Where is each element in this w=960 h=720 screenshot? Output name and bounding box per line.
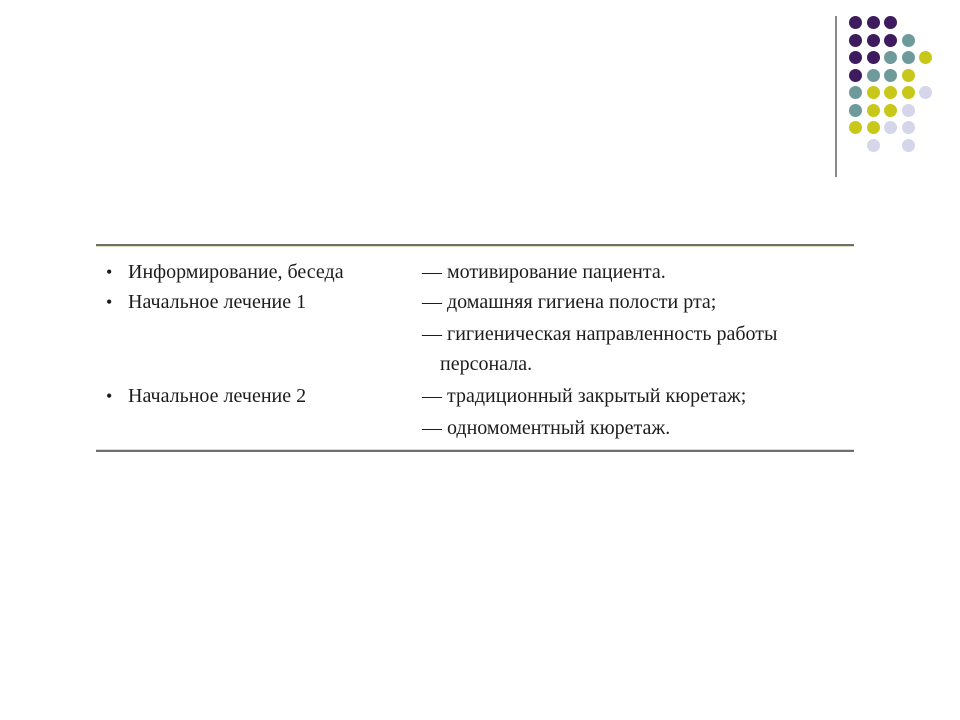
decorative-dot bbox=[902, 34, 915, 47]
row-1-action: — мотивирование пациента. bbox=[422, 261, 666, 283]
decorative-dot bbox=[902, 121, 915, 134]
decorative-dot bbox=[849, 34, 862, 47]
decorative-dot bbox=[902, 86, 915, 99]
decorative-dot bbox=[867, 34, 880, 47]
decorative-dot bbox=[884, 104, 897, 117]
decorative-dot bbox=[884, 51, 897, 64]
decorative-dot bbox=[884, 69, 897, 82]
decorative-dot bbox=[867, 139, 880, 152]
row-2-bullet: • bbox=[106, 292, 113, 312]
decorative-divider-line bbox=[835, 16, 837, 177]
decorative-dot bbox=[867, 51, 880, 64]
decorative-dot bbox=[919, 51, 932, 64]
decorative-dot bbox=[867, 121, 880, 134]
row-3-action: — гигиеническая направленность работы bbox=[422, 323, 778, 345]
decorative-dot bbox=[849, 104, 862, 117]
decorative-dot bbox=[849, 121, 862, 134]
decorative-dot bbox=[849, 69, 862, 82]
decorative-dot bbox=[884, 34, 897, 47]
decorative-dot bbox=[867, 104, 880, 117]
row-5-bullet: • bbox=[106, 386, 113, 406]
row-5-action: — традиционный закрытый кюретаж; bbox=[422, 385, 747, 407]
decorative-dot bbox=[849, 16, 862, 29]
row-1-stage: Информирование, беседа bbox=[128, 261, 344, 283]
decorative-dot bbox=[867, 86, 880, 99]
decorative-dot bbox=[849, 86, 862, 99]
decorative-dot bbox=[902, 139, 915, 152]
row-4-action-continued: персонала. bbox=[440, 353, 533, 375]
decorative-dot bbox=[884, 16, 897, 29]
table-top-rule bbox=[96, 244, 854, 246]
row-1-bullet: • bbox=[106, 262, 113, 282]
row-6-action: — одномоментный кюретаж. bbox=[422, 417, 671, 439]
treatment-table bbox=[96, 244, 854, 456]
row-2-action: — домашняя гигиена полости рта; bbox=[422, 291, 717, 313]
row-2-stage: Начальное лечение 1 bbox=[128, 291, 307, 313]
decorative-dot bbox=[919, 86, 932, 99]
decorative-dot bbox=[902, 69, 915, 82]
decorative-dot bbox=[884, 121, 897, 134]
decorative-dot bbox=[849, 51, 862, 64]
row-5-stage: Начальное лечение 2 bbox=[128, 385, 307, 407]
decorative-dot bbox=[867, 69, 880, 82]
decorative-dot bbox=[884, 86, 897, 99]
decorative-dot bbox=[902, 104, 915, 117]
decorative-dot bbox=[867, 16, 880, 29]
decorative-dot-grid bbox=[847, 8, 937, 158]
decorative-dot bbox=[902, 51, 915, 64]
table-bottom-rule bbox=[96, 450, 854, 452]
